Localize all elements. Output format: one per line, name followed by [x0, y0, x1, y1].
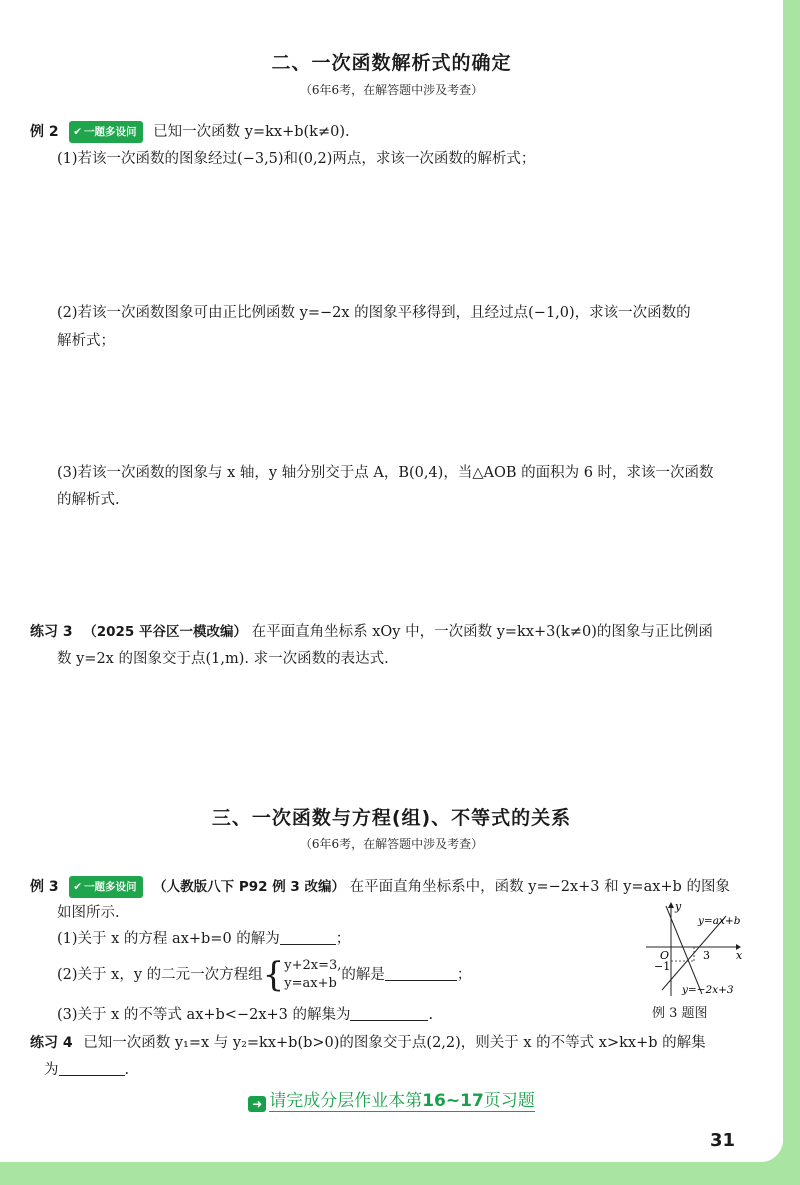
example-3-q3-text: (3)关于 x 的不等式 ax+b<−2x+3 的解集为	[57, 1007, 351, 1023]
example-3-q2-text: (2)关于 x，y 的二元一次方程组	[57, 967, 263, 983]
practice-4-label: 练习 4	[30, 1035, 73, 1051]
example-2-q3-line1: (3)若该一次函数的图象与 x 轴，y 轴分别交于点 A，B(0,4)，当△AOB 的面积为 6 时，求该一次函数	[57, 465, 714, 481]
y-axis-arrow	[668, 902, 674, 908]
practice-3-text1: 在平面直角坐标系 xOy 中，一次函数 y=kx+3(k≠0)的图象与正比例函	[251, 624, 713, 640]
example-2-q1: (1)若该一次函数的图象经过(−3,5)和(0,2)两点，求该一次函数的解析式；	[57, 151, 536, 167]
example-3-source: （人教版八下 P92 例 3 改编）	[153, 879, 346, 895]
label-x: x	[736, 949, 743, 962]
example-2-q2-line1: (2)若该一次函数图象可由正比例函数 y=−2x 的图象平移得到，且经过点(−1,0)，求该一次函数的	[57, 305, 691, 321]
example-3-stem-line	[30, 876, 730, 898]
practice-4-text1: 已知一次函数 y₁=x 与 y₂=kx+b(b>0)的图象交于点(2,2)，则关于 x 的不等式 x>kx+b 的解集	[83, 1035, 706, 1051]
practice-4-end: .	[124, 1062, 130, 1078]
multi-question-badge	[69, 876, 142, 898]
example-3-q3-end: .	[428, 1007, 434, 1023]
homework-text-c: 页习题	[483, 1091, 535, 1111]
example-3-q2-mid: 的解是	[341, 967, 385, 983]
homework-link[interactable]	[0, 1086, 783, 1112]
example-2-stem: 已知一次函数 y=kx+b(k≠0).	[153, 124, 350, 140]
multi-question-badge	[69, 121, 142, 143]
section-2-title: 二、一次函数解析式的确定	[271, 52, 512, 74]
answer-blank[interactable]	[350, 1006, 428, 1021]
example-2-stem-line	[30, 121, 350, 143]
page-number: 31	[709, 1130, 735, 1151]
arrow-icon: ➜	[248, 1096, 266, 1112]
example-3-q2	[57, 955, 471, 995]
example-2-q2-line2: 解析式；	[57, 333, 115, 349]
practice-4-line1	[30, 1033, 706, 1053]
example-3-q2-end: ；	[456, 967, 472, 983]
answer-blank[interactable]	[280, 930, 336, 945]
example-3-q1-text: (1)关于 x 的方程 ax+b=0 的解为	[57, 931, 280, 947]
practice-4-line2	[44, 1060, 129, 1080]
practice-3-line2: 数 y=2x 的图象交于点(1,m). 求一次函数的表达式.	[57, 651, 389, 667]
label-origin: O	[660, 949, 670, 962]
practice-4-text2: 为	[44, 1062, 59, 1078]
equation-1: y+2x=3,	[284, 958, 342, 973]
example-3-q1	[57, 929, 350, 949]
label-neg1: −1	[654, 960, 671, 973]
badge-text: 一题多设问	[84, 881, 137, 893]
label-3: 3	[703, 949, 710, 962]
practice-3-line1	[30, 622, 713, 642]
section-3-title: 三、一次函数与方程(组)、不等式的关系	[211, 807, 572, 829]
example-2-q3-line2: 的解析式.	[57, 492, 120, 508]
section-2-note: （6年6考，在解答题中涉及考查）	[299, 83, 484, 97]
homework-text-a: 请完成分层作业本第	[269, 1091, 423, 1111]
example-3-graph	[640, 898, 760, 1002]
example-3-stem2: 如图所示.	[57, 905, 120, 921]
example-3-stem: 在平面直角坐标系中，函数 y=−2x+3 和 y=ax+b 的图象	[349, 879, 730, 895]
label-line2: y=−2x+3	[682, 984, 734, 996]
badge-text: 一题多设问	[84, 126, 137, 138]
homework-pages: 16~17	[422, 1091, 484, 1111]
practice-3-source: （2025 平谷区一模改编）	[83, 624, 248, 640]
section-3-note: （6年6考，在解答题中涉及考查）	[299, 837, 484, 851]
example-3-q1-end: ；	[335, 931, 351, 947]
figure-caption: 例 3 题图	[652, 1006, 708, 1021]
equation-system	[284, 957, 341, 993]
label-line1: y=ax+b	[698, 915, 741, 927]
answer-blank[interactable]	[59, 1061, 125, 1076]
check-icon: ✔	[73, 881, 83, 893]
equation-2: y=ax+b	[284, 976, 337, 991]
answer-blank[interactable]	[385, 966, 457, 981]
example-3-label: 例 3	[30, 879, 59, 895]
practice-3-label: 练习 3	[30, 624, 73, 640]
example-2-label: 例 2	[30, 124, 59, 140]
check-icon: ✔	[73, 126, 83, 138]
example-3-q3	[57, 1005, 433, 1025]
brace-icon: {	[262, 955, 285, 995]
label-y: y	[675, 900, 682, 913]
